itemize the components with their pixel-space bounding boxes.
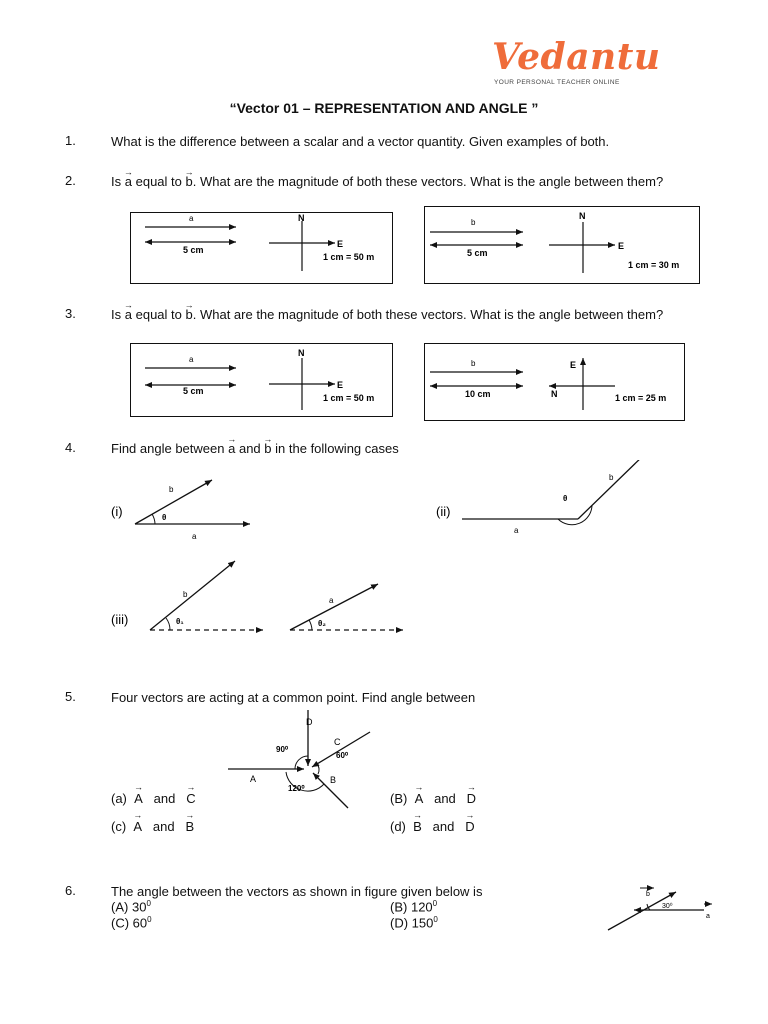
q6-figure xyxy=(604,880,724,936)
scale-label: 1 cm = 50 m xyxy=(323,393,375,403)
north-label: N xyxy=(579,211,586,221)
vector-label: b xyxy=(609,473,614,482)
vector-label: b xyxy=(646,891,650,898)
scale-label: 1 cm = 30 m xyxy=(628,260,680,270)
vector-label: a xyxy=(706,913,710,920)
vector-label: a xyxy=(329,596,334,605)
vector-label: b xyxy=(169,485,174,494)
question-number: 6. xyxy=(65,883,76,898)
question-number: 4. xyxy=(65,440,76,455)
vector-label: a xyxy=(192,532,197,541)
length-label: 5 cm xyxy=(183,245,204,255)
vector-b-arrow xyxy=(608,892,676,930)
length-label: 5 cm xyxy=(467,248,488,258)
vector-label: a xyxy=(514,526,519,535)
figure-box xyxy=(424,343,685,421)
length-label: 5 cm xyxy=(183,386,204,396)
angle-arc xyxy=(317,764,319,774)
figure-box xyxy=(130,343,393,417)
option-b[interactable]: (B) → A and → D xyxy=(390,791,476,806)
question-number: 2. xyxy=(65,173,76,188)
option-d[interactable]: (d) → B and → D xyxy=(390,819,475,834)
east-label: E xyxy=(570,360,577,370)
vector-label: a xyxy=(189,214,194,223)
east-label: E xyxy=(618,241,625,251)
vector-figure xyxy=(131,213,394,285)
question-text: What is the difference between a scalar and a vector quantity. Given examples of both. xyxy=(111,134,610,149)
vector-figure xyxy=(425,344,686,422)
option-b[interactable]: (B) $120^0$ xyxy=(390,899,438,915)
vector-c-arrow xyxy=(312,732,370,767)
option-c[interactable]: (C) $60^0$ xyxy=(111,915,152,931)
question-number: 5. xyxy=(65,689,76,704)
vector-label: C xyxy=(334,737,341,747)
length-label: 10 cm xyxy=(465,389,491,399)
option-c[interactable]: (c) → A and → B xyxy=(111,819,194,834)
case-label: (ii) xyxy=(436,504,451,519)
four-vectors-figure xyxy=(220,710,380,810)
vector-label: A xyxy=(250,774,257,784)
vector-b-arrow xyxy=(578,460,647,519)
east-label: E xyxy=(337,239,344,249)
question-text: Is → a equal to → b. What are the magnitude of both these vectors. What is the angle between them? xyxy=(111,306,703,323)
question-number: 1. xyxy=(65,133,76,148)
angle-label: 60⁰ xyxy=(336,751,349,760)
angle-label: θ₂ xyxy=(318,619,326,628)
angle-label: θ xyxy=(162,513,167,522)
option-d[interactable]: (D) $150^0$ xyxy=(390,915,438,931)
case-label: (i) xyxy=(111,504,123,519)
brand-tagline: YOUR PERSONAL TEACHER ONLINE xyxy=(494,79,620,86)
page-title: “Vector 01 – REPRESENTATION AND ANGLE ” xyxy=(229,100,539,116)
angle-arc xyxy=(309,620,312,630)
case-label: (iii) xyxy=(111,612,129,627)
vector-b-arrow xyxy=(150,561,235,630)
east-label: E xyxy=(337,380,344,390)
vector-a-arrow xyxy=(290,584,378,630)
question-text: Is → a equal to → b. What are the magnitude of both these vectors. What is the angle between them? xyxy=(111,173,703,190)
vector-figure xyxy=(131,344,394,418)
vector-label: a xyxy=(189,355,194,364)
option-a[interactable]: (a) → A and → C xyxy=(111,791,196,806)
option-a[interactable]: (A) $30^0$ xyxy=(111,899,151,915)
vector-label: b xyxy=(471,359,476,368)
question-text: Find angle between → a and → b in the following cases xyxy=(111,440,703,457)
figure-box xyxy=(130,212,393,284)
angle-label: 90⁰ xyxy=(276,745,289,754)
vector-label: D xyxy=(306,717,313,727)
question-number: 3. xyxy=(65,306,76,321)
angle-label: θ xyxy=(563,494,568,503)
angle-arc xyxy=(152,514,155,524)
angle-arc xyxy=(295,756,308,769)
angle-arc xyxy=(558,505,592,525)
angle-label: 120⁰ xyxy=(288,784,305,793)
vector-label: b xyxy=(183,590,188,599)
angle-arc xyxy=(166,618,170,630)
scale-label: 1 cm = 25 m xyxy=(615,393,667,403)
north-label: N xyxy=(298,348,305,358)
figure-box xyxy=(424,206,700,284)
vector-b-arrow xyxy=(135,480,212,524)
vector-figure xyxy=(425,207,701,285)
angle-figures xyxy=(100,460,720,660)
question-text: The angle between the vectors as shown in figure given below is xyxy=(111,884,483,899)
vector-label: b xyxy=(471,218,476,227)
angle-label: 30⁰ xyxy=(662,903,673,910)
question-text: Four vectors are acting at a common point. Find angle between xyxy=(111,690,476,705)
scale-label: 1 cm = 50 m xyxy=(323,252,375,262)
north-label: N xyxy=(551,389,558,399)
brand-logo: Vedantu xyxy=(492,36,661,78)
angle-label: θ₁ xyxy=(176,617,184,626)
vector-label: B xyxy=(330,775,337,785)
north-label: N xyxy=(298,213,305,223)
